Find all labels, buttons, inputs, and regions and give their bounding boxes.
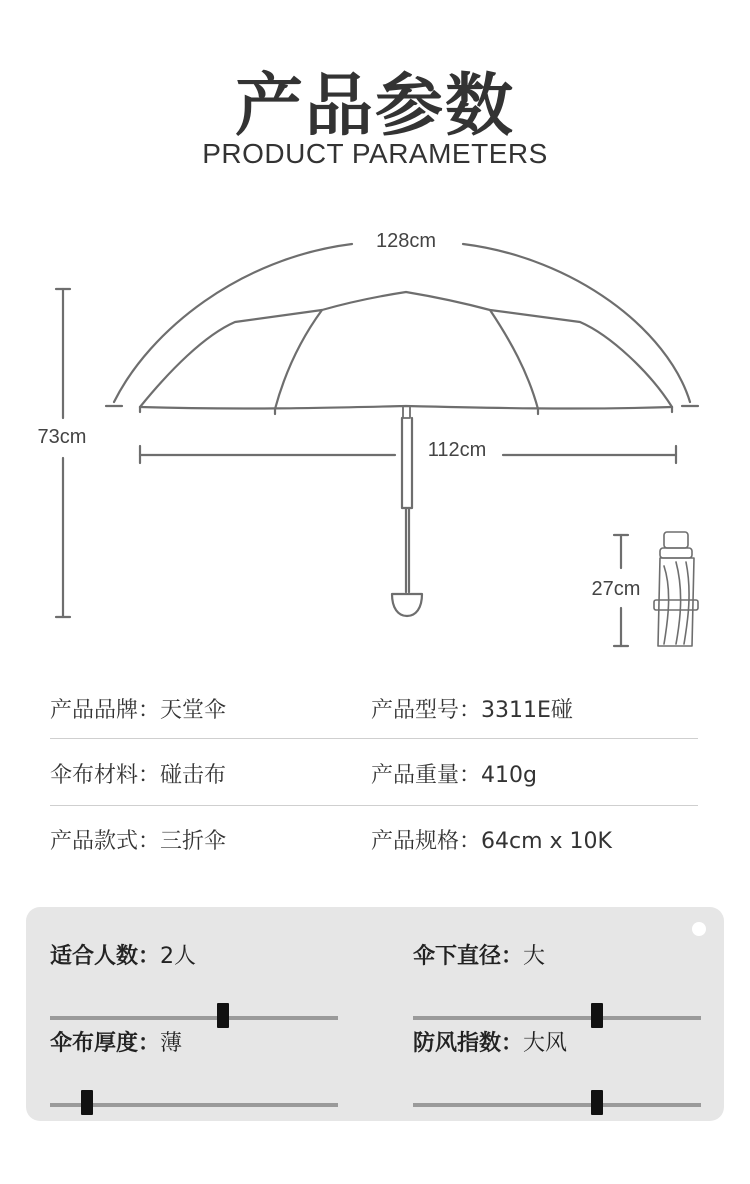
spec-label-model: 产品型号： [371, 698, 482, 723]
umbrella-canopy [140, 292, 672, 407]
height-label: 73cm [37, 426, 87, 448]
spec-value-size: 64cm x 10K [481, 829, 612, 854]
arc-dimension-line-right [463, 244, 690, 402]
rating-slider-knob [217, 1003, 229, 1028]
spec-value-brand: 天堂伞 [160, 698, 227, 723]
rating-slider-knob [591, 1090, 603, 1115]
umbrella-shaft [402, 418, 412, 508]
spec-label-weight: 产品重量： [371, 763, 482, 788]
rating-capacity [50, 939, 338, 970]
rating-value: 大 [523, 944, 546, 969]
rating-value: 大风 [523, 1031, 568, 1056]
page-title: 产品参数 [234, 67, 515, 146]
rating-track [50, 1103, 338, 1107]
spec-label-style: 产品款式： [50, 829, 161, 854]
spec-divider [50, 738, 698, 739]
rating-slider-knob [81, 1090, 93, 1115]
umbrella-shaft-top [403, 406, 410, 418]
umbrella-rib-right [490, 310, 538, 409]
spec-row [50, 693, 698, 759]
spec-label-material: 伞布材料： [50, 763, 161, 788]
spec-divider [50, 805, 698, 806]
rating-value: 薄 [160, 1031, 183, 1056]
page-subtitle: PRODUCT PARAMETERS [202, 138, 548, 169]
arc-length-label: 128cm [375, 230, 437, 252]
rating-track [413, 1103, 701, 1107]
spec-row [50, 758, 698, 824]
spec-row [50, 824, 698, 890]
rating-panel [26, 907, 724, 1121]
rating-track [413, 1016, 701, 1020]
rating-slider-knob [591, 1003, 603, 1028]
spec-value-model: 3311E碰 [481, 698, 573, 723]
spec-value-weight: 410g [481, 763, 537, 788]
rating-value: 2人 [160, 944, 197, 969]
rating-diameter [413, 939, 701, 970]
folded-length-label: 27cm [591, 578, 641, 600]
span-label: 112cm [427, 439, 487, 461]
folded-umbrella-drawing [654, 532, 698, 646]
rating-track [50, 1016, 338, 1020]
panel-dot-icon [692, 922, 706, 936]
rating-thickness [50, 1026, 338, 1057]
rating-label: 适合人数： [50, 944, 161, 969]
umbrella-handle [392, 594, 422, 616]
spec-value-style: 三折伞 [160, 829, 227, 854]
rating-wind-resistance [413, 1026, 701, 1057]
spec-value-material: 碰击布 [160, 763, 227, 788]
rating-label: 防风指数： [413, 1031, 524, 1056]
rating-label: 伞下直径： [413, 944, 524, 969]
spec-label-brand: 产品品牌： [50, 698, 161, 723]
rating-label: 伞布厚度： [50, 1031, 161, 1056]
umbrella-rib-left [275, 310, 322, 409]
spec-label-size: 产品规格： [371, 829, 482, 854]
